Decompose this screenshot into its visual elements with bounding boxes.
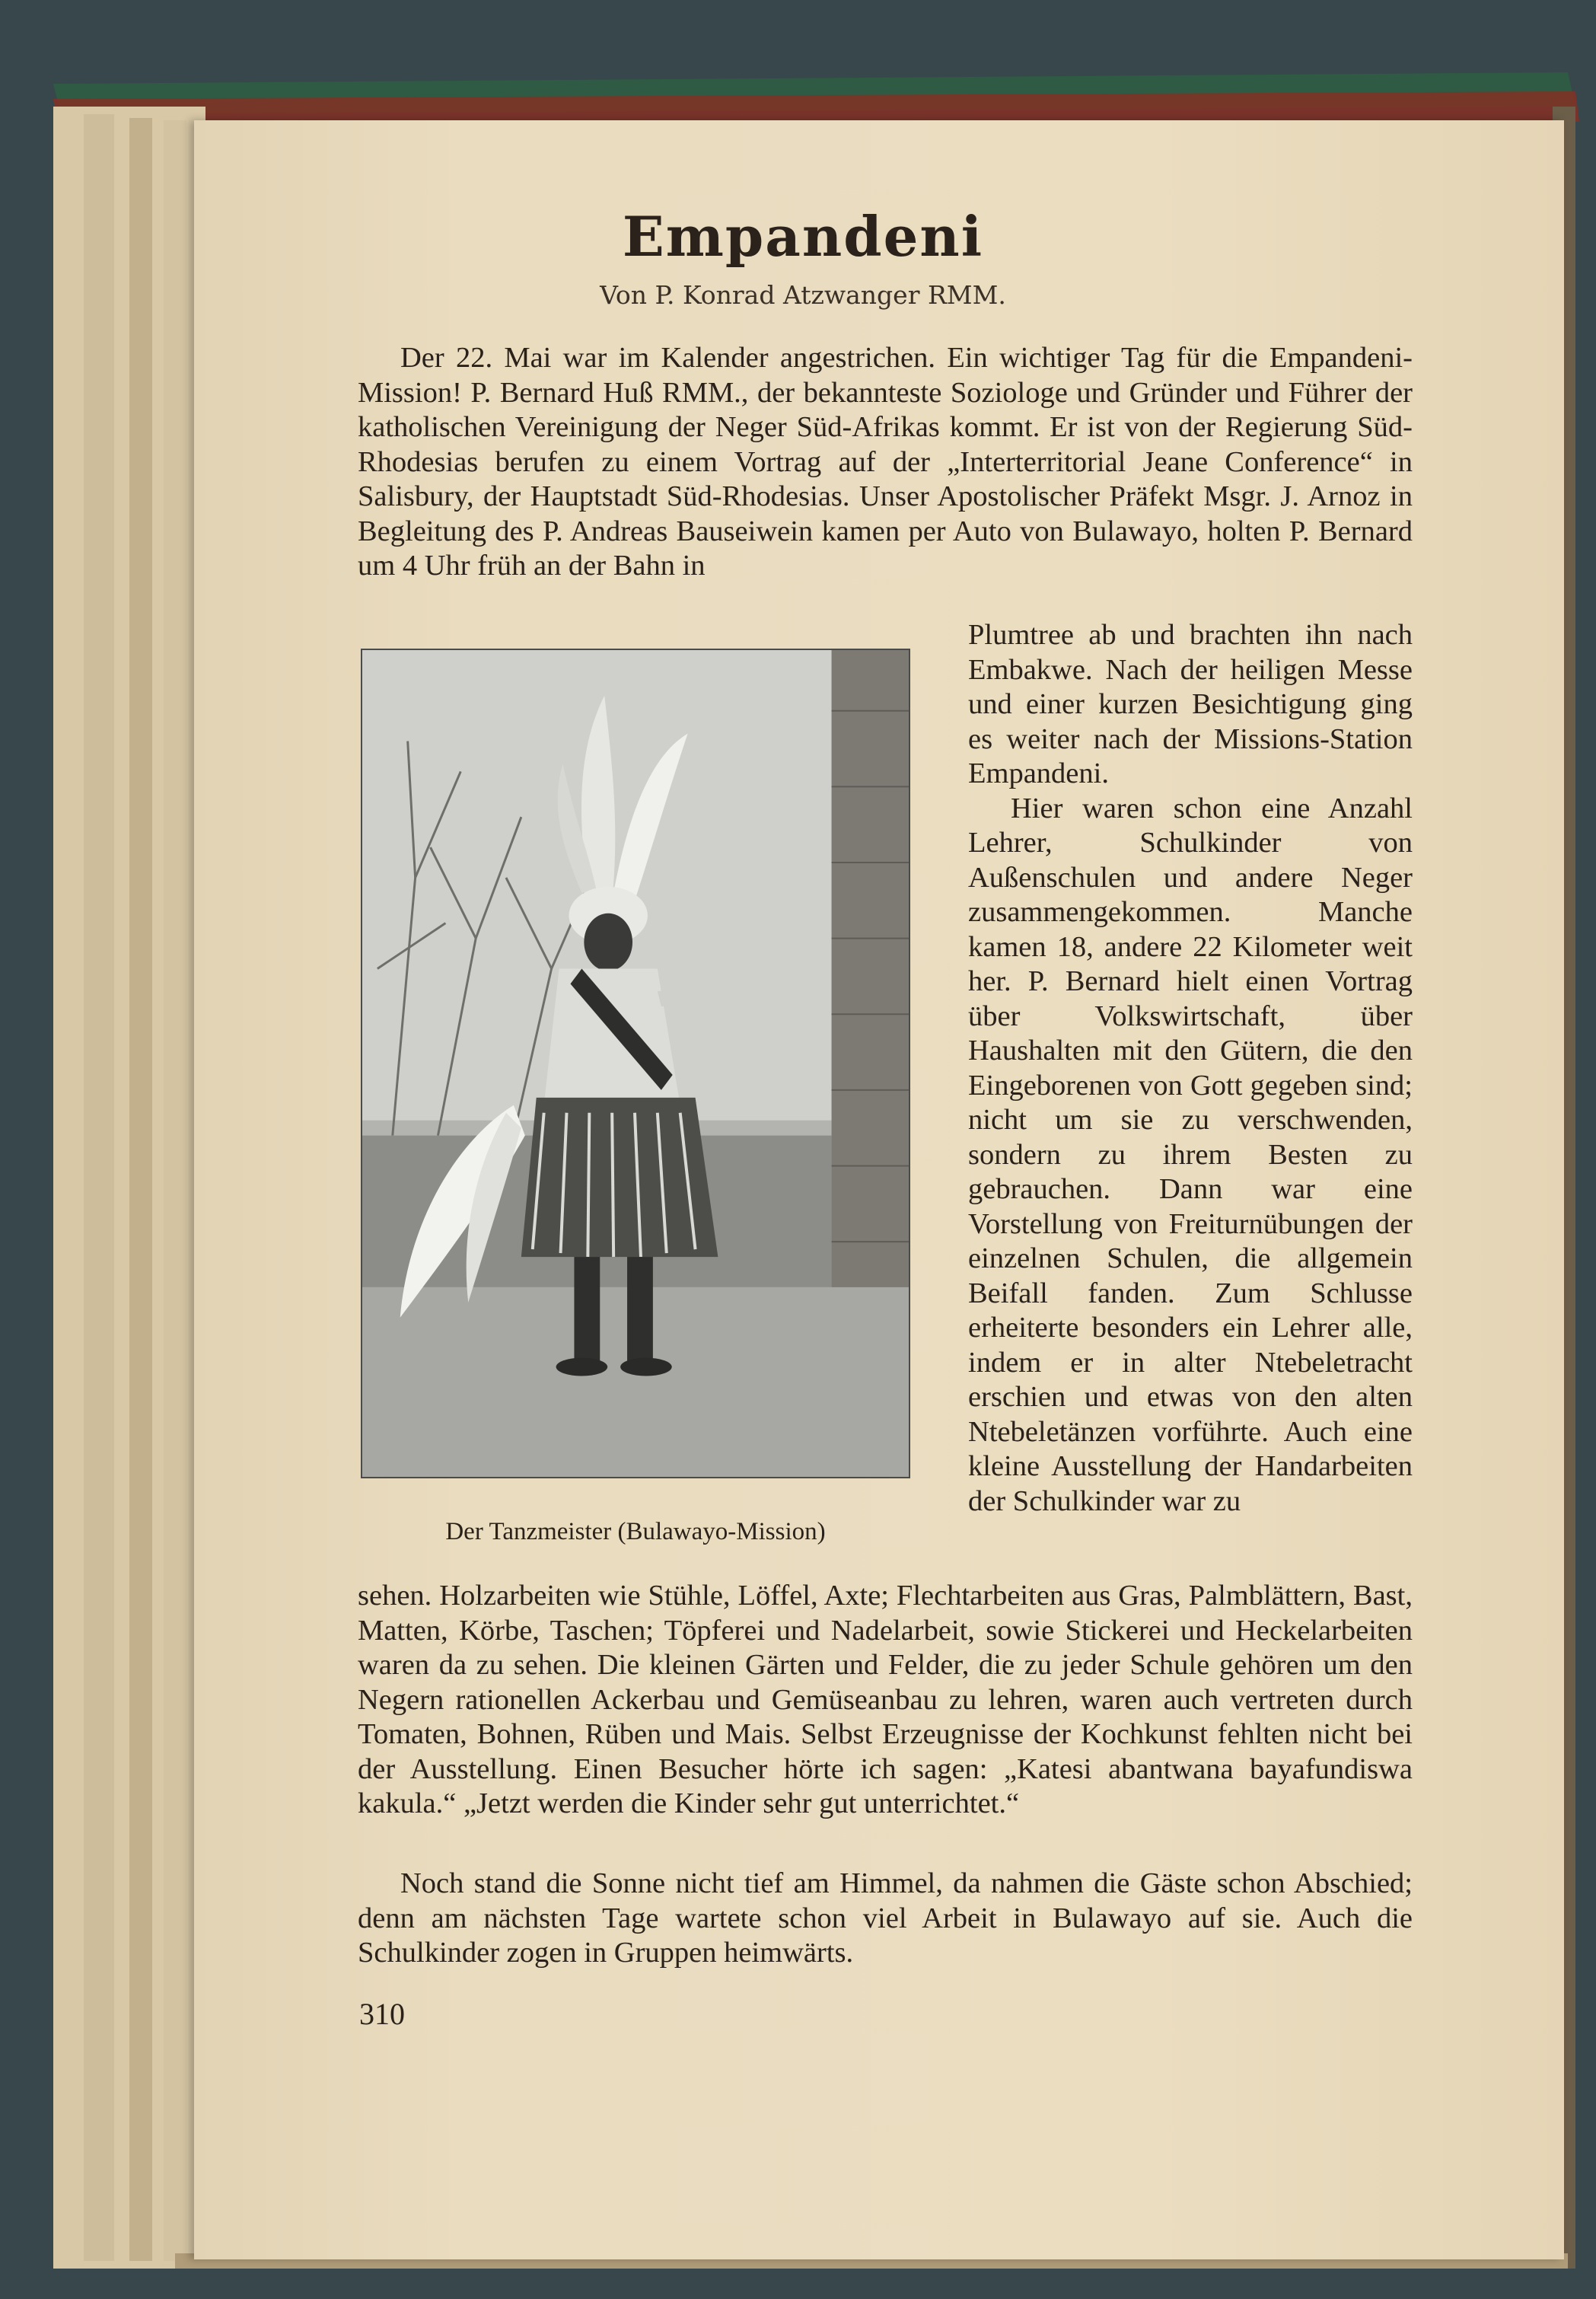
- right-column-text-1: Plumtree ab und brachten ihn nach Embakwe. Nach der heiligen Messe und einer kurzen Besichtigung ging es weiter nach der Missions-Station Empandeni.: [968, 619, 1413, 789]
- article-title: Empandeni: [622, 204, 984, 269]
- photo-caption: Der Tanzmeister (Bulawayo-Mission): [445, 1518, 826, 1545]
- photo-dance-master: [361, 649, 910, 1478]
- photo-illustration: [362, 650, 909, 1477]
- article-byline: Von P. Konrad Atzwanger RMM.: [600, 280, 1006, 310]
- page-number: 310: [359, 1997, 405, 2031]
- closing-paragraph: Noch stand die Sonne nicht tief am Himmel, da nahmen die Gäste schon Abschied; denn am nächsten Tage wartete schon viel Arbeit in Bulawayo auf sie. Auch die Schulkinder zogen in Gruppen heimwärts.: [358, 1867, 1413, 1969]
- right-column-text-2: Hier waren schon eine Anzahl Lehrer, Schulkinder von Außenschulen und andere Neger zusammengekommen. Manche kamen 18, andere 22 Kilometer weit her. P. Bernard hielt einen Vortrag über Volkswirtschaft, über Haushalten mit den Gütern, die den Eingeborenen von Gott gegeben sind; nicht um sie zu verschwenden, sondern zu ihrem Besten zu gebrauchen. Dann war eine Vorstellung von Freiturnübungen der einzelnen Schulen, die allgemein Beifall fanden. Zum Schlusse erheiterte besonders ein Lehrer alle, indem er in alter Ntebeletracht erschien und etwas von den alten Ntebeletänzen vorführte. Auch eine kleine Ausstellung der Handarbeiten der Schulkinder war zu: [968, 792, 1413, 1517]
- intro-paragraph: Der 22. Mai war im Kalender angestrichen. Ein wichtiger Tag für die Empandeni-Mission! P. Bernard Huß RMM., der bekannteste Soziologe und Gründer und Führer der katholischen Vereinigung der Neger Süd-Afrikas kommt. Er ist von der Regierung Süd-Rhodesias berufen zu einem Vortrag auf der „Interterritorial Jeane Conference“ in Salisbury, der Hauptstadt Süd-Rhodesias. Unser Apostolischer Präfekt Msgr. J. Arnoz in Begleitung des P. Andreas Bauseiwein kamen per Auto von Bulawayo, holten P. Bernard um 4 Uhr früh an der Bahn in: [358, 342, 1413, 582]
- continued-paragraph: sehen. Holzarbeiten wie Stühle, Löffel, Axte; Flechtarbeiten aus Gras, Palmblättern, Bast, Matten, Körbe, Taschen; Töpferei und Nadelarbeit, sowie Stickerei und Heckelarbeiten waren da zu sehen. Die kleinen Gärten und Felder, die zu jeder Schule gehören um den Negern rationellen Ackerbau und Gemüseanbau zu lehren, waren auch vertreten durch Tomaten, Bohnen, Rüben und Mais. Selbst Erzeugnisse der Kochkunst fehlten nicht bei der Ausstellung. Einen Besucher hörte ich sagen: „Katesi abantwana bayafundiswa kakula.“ „Jetzt werden die Kinder sehr gut unterrichtet.“: [358, 1580, 1413, 1819]
- right-column: [968, 618, 1413, 1519]
